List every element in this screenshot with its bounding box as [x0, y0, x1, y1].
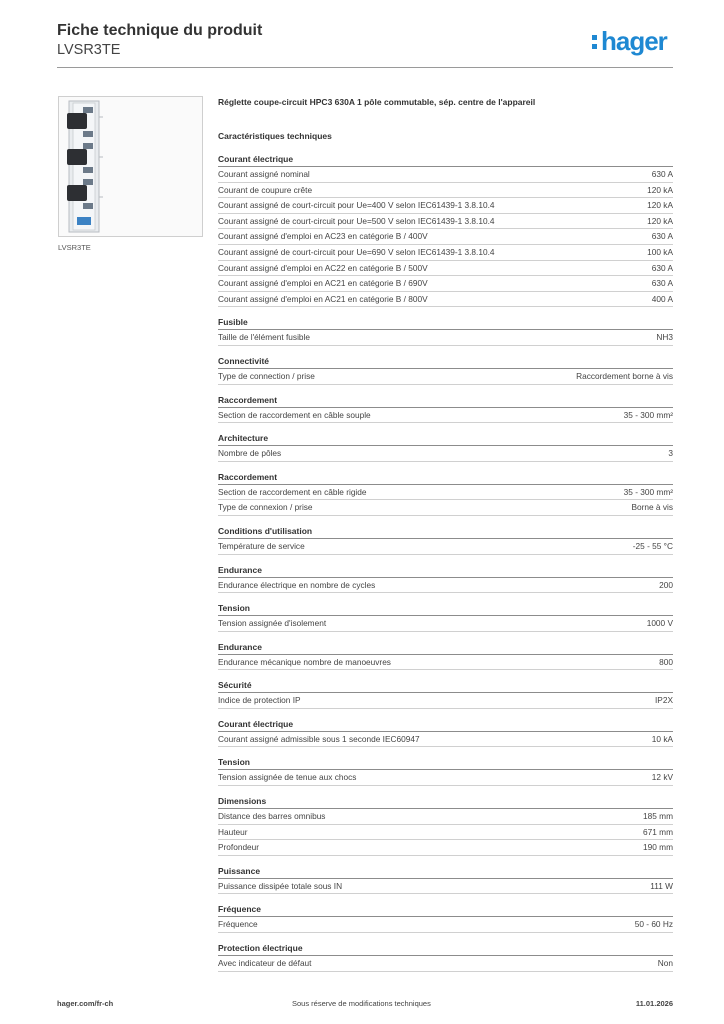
spec-label: Hauteur: [218, 826, 248, 837]
specs-table: [218, 153, 673, 981]
spec-label: Taille de l'élément fusible: [218, 332, 310, 343]
spec-row: [218, 825, 673, 841]
spec-group: [218, 471, 673, 516]
spec-label: Fréquence: [218, 919, 258, 930]
spec-row: [218, 245, 673, 261]
spec-group: [218, 718, 673, 748]
spec-row: [218, 369, 673, 385]
spec-value: 630 A: [651, 262, 673, 273]
spec-group: [218, 432, 673, 462]
spec-group: [218, 679, 673, 709]
spec-row: [218, 655, 673, 671]
page-title: Fiche technique du produit: [57, 22, 263, 39]
spec-group: [218, 602, 673, 632]
spec-group: [218, 564, 673, 594]
spec-label: Tension assignée d'isolement: [218, 618, 327, 629]
spec-label: Courant assigné nominal: [218, 169, 310, 179]
spec-label: Section de raccordement en câble rigide: [218, 486, 367, 497]
product-image-caption: LVSR3TE: [58, 243, 91, 252]
footer-date: 11.01.2026: [635, 999, 673, 1008]
spec-group: [218, 756, 673, 786]
spec-value: Raccordement borne à vis: [576, 370, 673, 381]
spec-row: [218, 408, 673, 424]
spec-value: 35 - 300 mm²: [623, 409, 673, 420]
spec-row: [218, 840, 673, 856]
spec-label: Puissance dissipée totale sous IN: [218, 880, 343, 891]
spec-row: [218, 693, 673, 709]
spec-label: Nombre de pôles: [218, 448, 282, 459]
spec-group: [218, 316, 673, 346]
spec-row: [218, 485, 673, 501]
spec-label: Indice de protection IP: [218, 695, 301, 706]
spec-value: 200: [659, 579, 673, 590]
spec-value: 3: [668, 448, 673, 459]
fuse-strip-illustration-icon: [59, 97, 202, 236]
spec-group-title: Endurance: [218, 564, 673, 578]
spec-value: 671 mm: [643, 826, 673, 837]
spec-value: IP2X: [655, 695, 673, 706]
spec-value: 12 kV: [651, 772, 673, 783]
spec-group-title: Puissance: [218, 865, 673, 879]
spec-label: Température de service: [218, 540, 305, 551]
spec-label: Courant assigné d'emploi en AC21 en catégorie B / 800V: [218, 293, 428, 304]
spec-group: [218, 394, 673, 424]
spec-group-title: Courant électrique: [218, 153, 673, 167]
spec-group: [218, 153, 673, 307]
spec-group: [218, 942, 673, 972]
spec-row: [218, 261, 673, 277]
product-reference: LVSR3TE: [57, 42, 121, 58]
spec-value: 1000 V: [646, 618, 673, 629]
spec-group-title: Courant électrique: [218, 718, 673, 732]
spec-value: 800: [659, 656, 673, 667]
spec-value: 120 kA: [647, 200, 673, 211]
spec-row: [218, 446, 673, 462]
spec-row: [218, 539, 673, 555]
spec-value: 630 A: [651, 169, 673, 179]
spec-row: [218, 917, 673, 933]
hager-logo: [592, 26, 677, 56]
spec-row: [218, 183, 673, 199]
spec-label: Profondeur: [218, 842, 260, 853]
spec-label: Type de connexion / prise: [218, 502, 313, 513]
spec-group-title: Protection électrique: [218, 942, 673, 956]
spec-value: 120 kA: [647, 184, 673, 195]
spec-row: [218, 879, 673, 895]
spec-group-title: Tension: [218, 602, 673, 616]
spec-value: 630 A: [651, 278, 673, 289]
specs-section-title: Caractéristiques techniques: [218, 131, 332, 141]
spec-label: Courant assigné de court-circuit pour Ue=500 V selon IEC61439-1 3.8.10.4: [218, 215, 495, 226]
spec-group-title: Fréquence: [218, 903, 673, 917]
spec-value: -25 - 55 °C: [632, 540, 673, 551]
page-header: [57, 22, 262, 59]
spec-label: Courant de coupure crête: [218, 184, 313, 195]
spec-row: [218, 167, 673, 183]
spec-label: Courant assigné d'emploi en AC23 en catégorie B / 400V: [218, 231, 428, 242]
spec-value: 111 W: [650, 880, 673, 891]
spec-row: [218, 500, 673, 516]
spec-row: [218, 276, 673, 292]
spec-group: [218, 525, 673, 555]
spec-value: NH3: [656, 332, 673, 343]
spec-group-title: Architecture: [218, 432, 673, 446]
spec-group-title: Connectivité: [218, 355, 673, 369]
spec-row: [218, 214, 673, 230]
spec-value: Non: [657, 958, 673, 969]
spec-row: [218, 809, 673, 825]
spec-value: Borne à vis: [631, 502, 673, 513]
spec-value: 35 - 300 mm²: [623, 486, 673, 497]
spec-value: 190 mm: [643, 842, 673, 853]
spec-label: Section de raccordement en câble souple: [218, 409, 371, 420]
spec-label: Courant assigné de court-circuit pour Ue=400 V selon IEC61439-1 3.8.10.4: [218, 200, 495, 211]
spec-group: [218, 795, 673, 856]
spec-group: [218, 355, 673, 385]
spec-label: Type de connection / prise: [218, 370, 315, 381]
spec-value: 100 kA: [647, 246, 673, 257]
spec-value: 400 A: [651, 293, 673, 304]
spec-label: Endurance électrique en nombre de cycles: [218, 579, 376, 590]
spec-value: 10 kA: [651, 733, 673, 744]
spec-value: 185 mm: [643, 811, 673, 822]
spec-row: [218, 956, 673, 972]
spec-group-title: Raccordement: [218, 394, 673, 408]
spec-value: 120 kA: [647, 215, 673, 226]
spec-label: Courant assigné d'emploi en AC22 en catégorie B / 500V: [218, 262, 428, 273]
spec-label: Endurance mécanique nombre de manoeuvres: [218, 656, 391, 667]
spec-group-title: Conditions d'utilisation: [218, 525, 673, 539]
spec-label: Avec indicateur de défaut: [218, 958, 312, 969]
product-description: Réglette coupe-circuit HPC3 630A 1 pôle commutable, sép. centre de l'appareil: [218, 97, 536, 107]
footer-notice: Sous réserve de modifications techniques: [292, 999, 431, 1008]
product-image: [58, 96, 203, 237]
spec-row: [218, 198, 673, 214]
spec-row: [218, 292, 673, 308]
logo-dots-icon: [592, 35, 598, 51]
spec-row: [218, 732, 673, 748]
spec-group: [218, 641, 673, 671]
spec-label: Courant assigné de court-circuit pour Ue=690 V selon IEC61439-1 3.8.10.4: [218, 246, 495, 257]
spec-row: [218, 616, 673, 632]
spec-group: [218, 865, 673, 895]
logo-wordmark: hager: [601, 26, 667, 56]
spec-group-title: Fusible: [218, 316, 673, 330]
spec-group-title: Tension: [218, 756, 673, 770]
spec-label: Tension assignée de tenue aux chocs: [218, 772, 357, 783]
spec-group-title: Raccordement: [218, 471, 673, 485]
footer-website-link[interactable]: hager.com/fr-ch: [57, 999, 114, 1008]
spec-group-title: Sécurité: [218, 679, 673, 693]
spec-row: [218, 770, 673, 786]
spec-group-title: Endurance: [218, 641, 673, 655]
spec-label: Courant assigné d'emploi en AC21 en catégorie B / 690V: [218, 278, 428, 289]
spec-group: [218, 903, 673, 933]
spec-group-title: Dimensions: [218, 795, 673, 809]
spec-row: [218, 330, 673, 346]
spec-label: Courant assigné admissible sous 1 seconde IEC60947: [218, 733, 420, 744]
spec-row: [218, 229, 673, 245]
spec-row: [218, 578, 673, 594]
spec-label: Distance des barres omnibus: [218, 811, 326, 822]
spec-value: 630 A: [651, 231, 673, 242]
spec-value: 50 - 60 Hz: [634, 919, 673, 930]
header-divider: [57, 67, 673, 68]
